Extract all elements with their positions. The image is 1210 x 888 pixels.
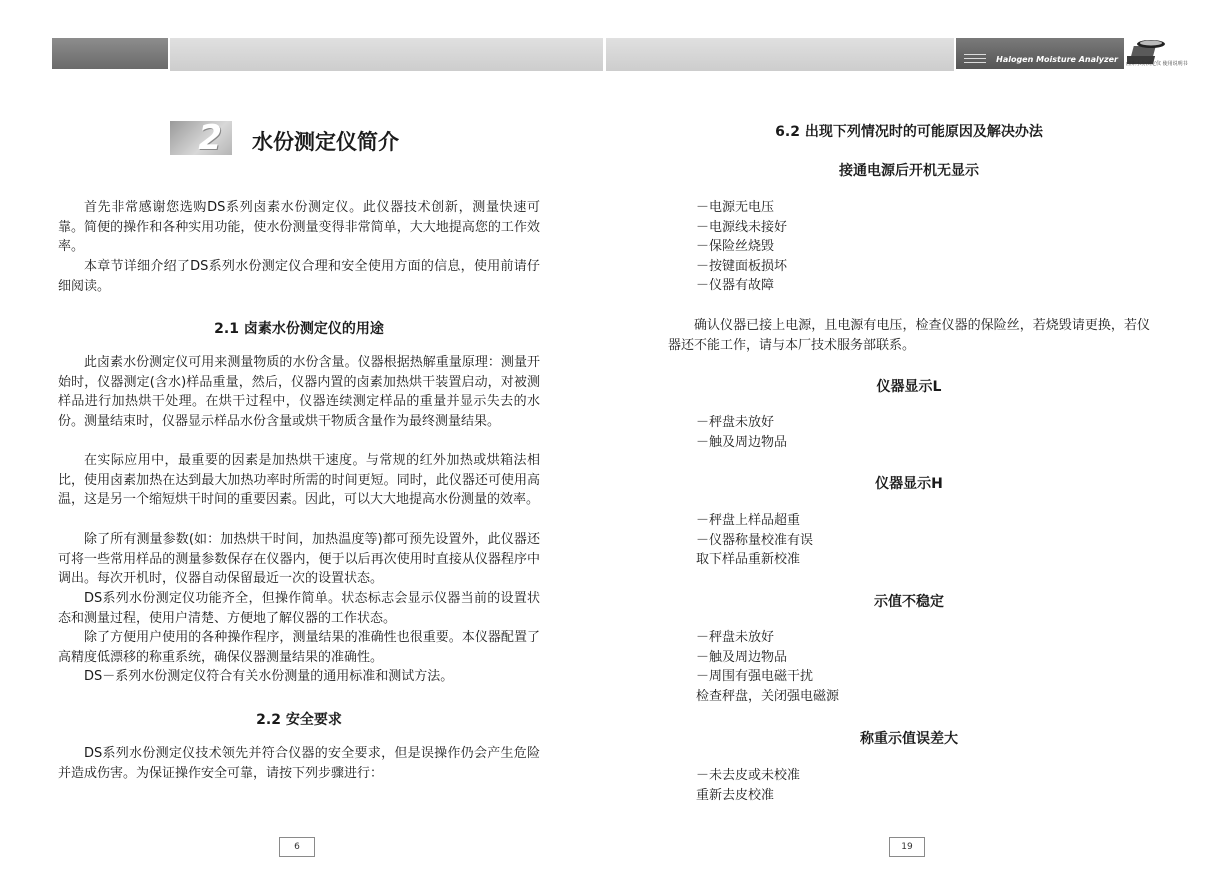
section-2-1-paragraph-2: 在实际应用中，最重要的因素是加热烘干速度。与常规的红外加热或烘箱法相比，使用卤素加热在达到最大加热功率时所需的时间更短。同时，此仪器还可使用高温，这是另一个缩短烘干时间的重要因素。因此，可以大大地提高水份测量的效率。 xyxy=(58,453,540,507)
section-2-1-title: 2.1 卤素水份测定仪的用途 xyxy=(214,321,384,337)
list-item: －触及周边物品 xyxy=(696,649,788,665)
list-item: －电源线未接好 xyxy=(696,219,788,235)
list-item: －秤盘未放好 xyxy=(696,415,775,430)
list-item: －按键面板损坏 xyxy=(696,258,788,274)
block-error-list xyxy=(696,766,800,805)
header-band-left-dark xyxy=(52,38,168,69)
block-display-h-title: 仪器显示H xyxy=(875,476,943,492)
block-no-display-list xyxy=(696,198,787,296)
intro-paragraph-1: 首先非常感谢您选购DS系列卤素水份测定仪。此仪器技术创新，测量快速可靠。简便的操作和各种实用功能，使水份测量变得非常简单，大大地提高您的工作效率。 xyxy=(58,200,540,254)
list-item: －周围有强电磁干扰 xyxy=(696,669,814,684)
block-unstable-list xyxy=(696,628,839,706)
list-item: －秤盘上样品超重 xyxy=(696,513,801,528)
header-band-right-dark xyxy=(956,38,1124,69)
block-error-title: 称重示值误差大 xyxy=(860,731,958,747)
list-item: 检查秤盘，关闭强电磁源 xyxy=(696,688,840,704)
section-2-1-paragraph-3: 除了所有测量参数(如：加热烘干时间，加热温度等)都可预先设置外，此仪器还可将一些常用样品的测量参数保存在仪器内，便于以后再次使用时直接从仪器程序中调出。每次开机时，仪器自动保留最近一次的设置状态。 xyxy=(58,532,540,586)
logo-caption: 卤素水份测定仪 使用说明书 xyxy=(1126,61,1188,67)
section-2-1-paragraph-5: 除了方便用户使用的各种操作程序，测量结果的准确性也很重要。本仪器配置了高精度低漂移的称重系统，确保仪器测量结果的准确性。 xyxy=(58,630,540,665)
section-2-1-paragraph-6: DS－系列水份测定仪符合有关水份测量的通用标准和测试方法。 xyxy=(84,669,454,684)
block-no-display-title: 接通电源后开机无显示 xyxy=(839,163,979,179)
block-no-display-paragraph: 确认仪器已接上电源，且电源有电压，检查仪器的保险丝，若烧毁请更换，若仪器还不能工作，请与本厂技术服务部联系。 xyxy=(668,318,1150,353)
list-item: －仪器有故障 xyxy=(696,278,775,293)
list-item: －仪器称量校准有误 xyxy=(696,532,814,548)
section-2-1-paragraph-4: DS系列水份测定仪功能齐全，但操作简单。状态标志会显示仪器当前的设置状态和测量过程，使用户清楚、方便地了解仪器的工作状态。 xyxy=(58,591,540,626)
block-unstable-title: 示值不稳定 xyxy=(874,594,944,610)
section-6-2-title: 6.2 出现下列情况时的可能原因及解决办法 xyxy=(775,124,1043,140)
list-item: －触及周边物品 xyxy=(696,434,788,450)
block-display-l-list xyxy=(696,413,787,452)
section-2-2-title: 2.2 安全要求 xyxy=(256,712,342,728)
section-2-2-paragraph: DS系列水份测定仪技术领先并符合仪器的安全要求，但是误操作仍会产生危险并造成伤害。为保证操作安全可靠，请按下列步骤进行： xyxy=(58,746,540,781)
list-item: 重新去皮校准 xyxy=(696,787,775,803)
page-number-right: 19 xyxy=(889,837,925,857)
block-display-h-list xyxy=(696,511,813,570)
list-item: －电源无电压 xyxy=(696,200,775,215)
header-band-left-light xyxy=(170,38,603,71)
intro-paragraph-2: 本章节详细介绍了DS系列水份测定仪合理和安全使用方面的信息，使用前请仔细阅读。 xyxy=(58,259,540,294)
section-2-1-paragraph-1: 此卤素水份测定仪可用来测量物质的水份含量。仪器根据热解重量原理：测量开始时，仪器测定(含水)样品重量，然后，仪器内置的卤素加热烘干装置启动，对被测样品进行加热烘干处理。在烘干过程中，仪器连续测定样品的重量并显示失去的水份。测量结束时，仪器显示样品水份含量或烘干物质含量作为最终测量结果。 xyxy=(58,355,540,429)
block-display-l-title: 仪器显示L xyxy=(876,379,942,395)
list-item: －秤盘未放好 xyxy=(696,630,775,645)
page-number-left: 6 xyxy=(279,837,315,857)
list-item: －未去皮或未校准 xyxy=(696,768,801,783)
header-band-right-light xyxy=(606,38,954,71)
chapter-title: 水份测定仪简介 xyxy=(252,130,399,154)
brand-text: Halogen Moisture Analyzer xyxy=(996,55,1118,64)
list-item: 取下样品重新校准 xyxy=(696,552,801,567)
chapter-number: 2 xyxy=(198,118,222,158)
chapter-number-badge xyxy=(170,118,232,158)
list-item: －保险丝烧毁 xyxy=(696,239,775,254)
